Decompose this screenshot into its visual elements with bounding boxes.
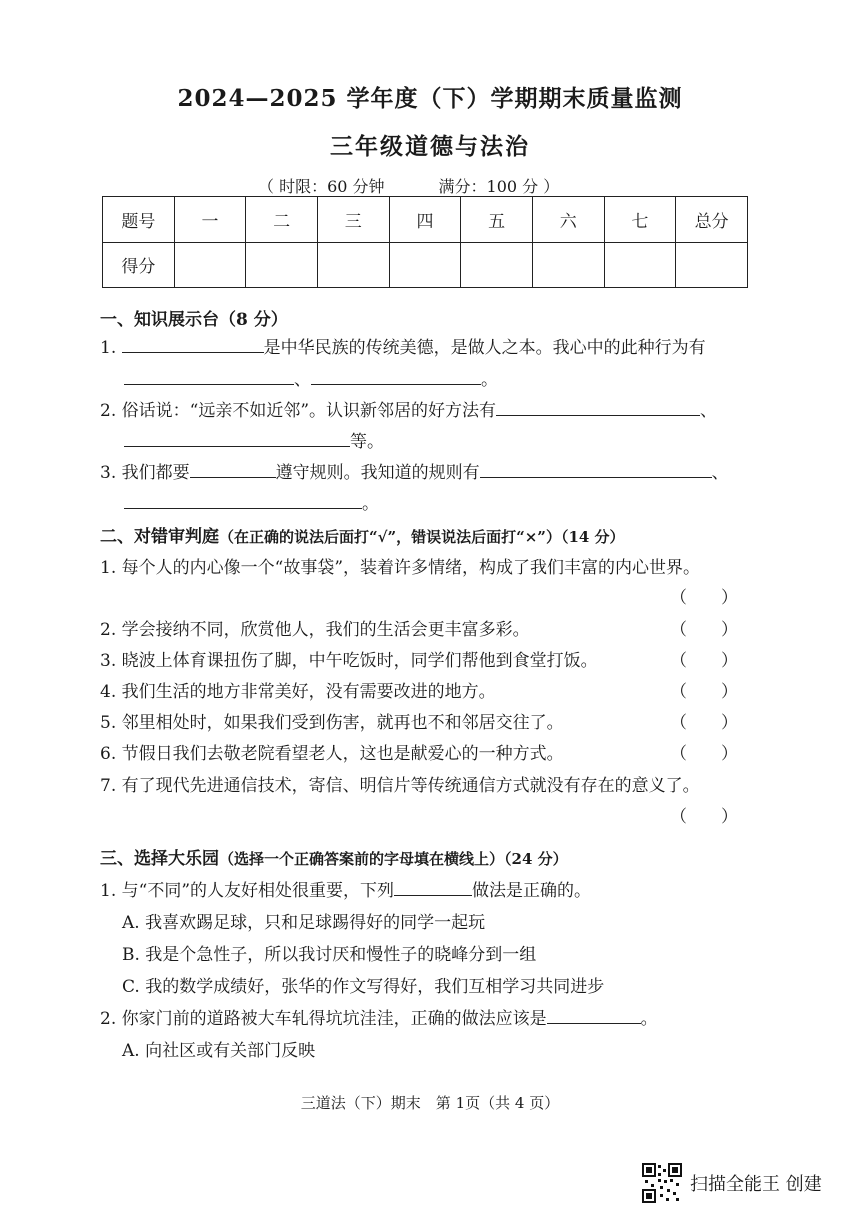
judge-item: 1. 每个人的内心像一个“故事袋”，装着许多情绪，构成了我们丰富的内心世界。 bbox=[100, 558, 701, 578]
page-footer: 三道法（下）期末 第 1页（共 4 页） bbox=[300, 1094, 560, 1112]
answer-blank[interactable] bbox=[124, 490, 362, 509]
answer-paren[interactable]: （ ） bbox=[670, 588, 738, 608]
score-cell[interactable] bbox=[317, 242, 389, 288]
score-row-label: 得分 bbox=[103, 242, 175, 288]
score-header-cell: 总分 bbox=[676, 197, 748, 243]
score-header-cell: 四 bbox=[389, 197, 461, 243]
separator: 、 bbox=[700, 401, 718, 421]
score-cell[interactable] bbox=[676, 242, 748, 288]
section2-title bbox=[100, 522, 625, 547]
separator: 、 bbox=[711, 463, 729, 483]
score-cell[interactable] bbox=[604, 242, 676, 288]
qr-code-icon bbox=[642, 1163, 682, 1203]
option-b: B. 我是个急性子，所以我讨厌和慢性子的晓峰分到一组 bbox=[122, 945, 537, 965]
score-header-cell: 二 bbox=[246, 197, 318, 243]
option-c: C. 我的数学成绩好，张华的作文写得好，我们互相学习共同进步 bbox=[122, 977, 605, 997]
score-cell[interactable] bbox=[389, 242, 461, 288]
answer-blank[interactable] bbox=[124, 428, 350, 447]
section2-heading: 二、对错审判庭 bbox=[100, 527, 219, 547]
s1-q2-end: 等。 bbox=[350, 432, 384, 452]
period: 。 bbox=[640, 1009, 658, 1029]
scanner-watermark bbox=[642, 1163, 822, 1203]
time-limit: （ 时限：60 分钟 bbox=[258, 177, 385, 196]
option-a: A. 向社区或有关部门反映 bbox=[122, 1041, 316, 1061]
score-table-header-row bbox=[103, 197, 748, 243]
answer-blank[interactable] bbox=[190, 459, 276, 478]
s1-q3-b: 遵守规则。我知道的规则有 bbox=[275, 463, 480, 483]
answer-blank[interactable] bbox=[394, 877, 472, 896]
full-score: 满分：100 分 ） bbox=[438, 177, 560, 196]
answer-paren[interactable]: （ ） bbox=[670, 620, 738, 640]
answer-paren[interactable]: （ ） bbox=[670, 744, 738, 764]
judge-item: 3. 晓波上体育课扭伤了脚，中午吃饭时，同学们帮他到食堂打饭。 bbox=[100, 651, 598, 671]
answer-paren[interactable]: （ ） bbox=[670, 807, 738, 827]
separator: 、 bbox=[294, 370, 311, 390]
answer-paren[interactable]: （ ） bbox=[670, 682, 738, 702]
answer-blank[interactable] bbox=[496, 397, 700, 416]
s1-q3-line1 bbox=[100, 458, 729, 483]
s1-q1-line1 bbox=[100, 333, 706, 358]
judge-item: 2. 学会接纳不同，欣赏他人，我们的生活会更丰富多彩。 bbox=[100, 620, 530, 640]
s3-q2-a: 2. 你家门前的道路被大车轧得坑坑洼洼，正确的做法应该是 bbox=[100, 1009, 547, 1029]
s1-q1-num: 1. bbox=[100, 338, 117, 358]
section3-heading: 三、选择大乐园 bbox=[100, 849, 219, 869]
answer-blank[interactable] bbox=[480, 459, 712, 478]
s1-q2-line1 bbox=[100, 396, 717, 421]
score-header-cell: 六 bbox=[532, 197, 604, 243]
score-header-cell: 七 bbox=[604, 197, 676, 243]
s3-q2 bbox=[100, 1004, 658, 1029]
exam-subject: 三年级道德与法治 bbox=[330, 133, 530, 160]
score-table-score-row bbox=[103, 242, 748, 288]
score-cell[interactable] bbox=[246, 242, 318, 288]
score-table bbox=[102, 196, 748, 288]
judge-item: 6. 节假日我们去敬老院看望老人，这也是献爱心的一种方式。 bbox=[100, 744, 564, 764]
section3-title bbox=[100, 844, 568, 869]
s1-q1-line2 bbox=[124, 365, 498, 390]
exam-title: 2024—2025 学年度（下）学期期末质量监测 bbox=[177, 85, 683, 112]
judge-item: 7. 有了现代先进通信技术，寄信、明信片等传统通信方式就没有存在的意义了。 bbox=[100, 776, 700, 796]
section1-title: 一、知识展示台（8 分） bbox=[100, 310, 288, 330]
s1-q3-num: 3. bbox=[100, 463, 117, 483]
s1-q2-num: 2. bbox=[100, 401, 117, 421]
watermark-text: 扫描全能王 创建 bbox=[690, 1174, 822, 1195]
score-header-cell: 三 bbox=[317, 197, 389, 243]
s1-q3-line2 bbox=[124, 489, 379, 514]
s1-q2-text: 俗话说：“远亲不如近邻”。认识新邻居的好方法有 bbox=[121, 401, 497, 421]
s1-q3-a: 我们都要 bbox=[121, 463, 190, 483]
option-a: A. 我喜欢踢足球，只和足球踢得好的同学一起玩 bbox=[122, 913, 486, 933]
s1-q2-line2 bbox=[124, 427, 384, 452]
section2-instructions: （在正确的说法后面打“√”，错误说法后面打“×”）（14 分） bbox=[219, 528, 625, 546]
period: 。 bbox=[362, 494, 379, 514]
s1-q1-text: 是中华民族的传统美德，是做人之本。我心中的此种行为有 bbox=[263, 338, 706, 358]
s3-q1-a: 1. 与“不同”的人友好相处很重要，下列 bbox=[100, 881, 395, 901]
s3-q1-b: 做法是正确的。 bbox=[472, 881, 592, 901]
answer-blank[interactable] bbox=[124, 366, 294, 385]
answer-blank[interactable] bbox=[122, 334, 264, 353]
judge-item: 5. 邻里相处时，如果我们受到伤害，就再也不和邻居交往了。 bbox=[100, 713, 564, 733]
exam-info bbox=[258, 174, 559, 197]
score-cell[interactable] bbox=[532, 242, 604, 288]
answer-blank[interactable] bbox=[311, 366, 481, 385]
section3-instructions: （选择一个正确答案前的字母填在横线上）（24 分） bbox=[219, 850, 568, 868]
judge-item: 4. 我们生活的地方非常美好，没有需要改进的地方。 bbox=[100, 682, 496, 702]
score-header-cell: 一 bbox=[174, 197, 246, 243]
score-cell[interactable] bbox=[174, 242, 246, 288]
score-cell[interactable] bbox=[461, 242, 533, 288]
answer-blank[interactable] bbox=[547, 1005, 641, 1024]
period: 。 bbox=[481, 370, 498, 390]
score-header-cell: 题号 bbox=[103, 197, 175, 243]
s3-q1 bbox=[100, 876, 591, 901]
answer-paren[interactable]: （ ） bbox=[670, 713, 738, 733]
score-header-cell: 五 bbox=[461, 197, 533, 243]
answer-paren[interactable]: （ ） bbox=[670, 651, 738, 671]
